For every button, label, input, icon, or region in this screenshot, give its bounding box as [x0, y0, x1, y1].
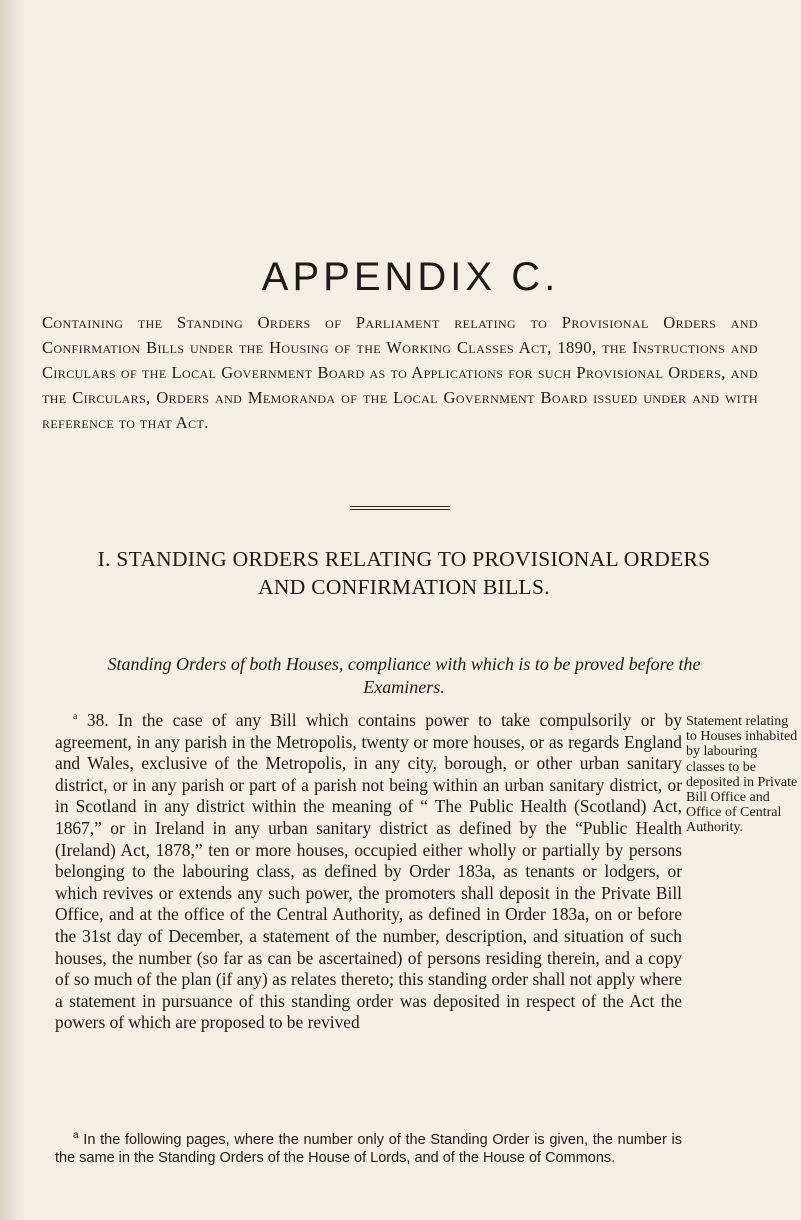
footnote [55, 1132, 682, 1167]
margin-note: Statement relating to Houses inhabited by labouring classes to be deposited in Private Bill Office and Office of Central Authority. [686, 714, 798, 836]
appendix-subtitle: Containing the Standing Orders of Parliament relating to Provisional Orders and Confirmation Bills under the Housing of the Working Classes Act, 1890, the Instructions and Circulars of the Local Government Board as to Applications for such Provisional Orders, and the Circulars, Orders and Memoranda of the Local Government Board issued under and with reference to that Act. [42, 313, 758, 432]
section-subheading: Standing Orders of both Houses, compliance with which is to be proved before the Examiners. [107, 654, 701, 697]
footnote-text: In the following pages, where the number only of the Standing Order is given, the number is the same in the Standing Orders of the House of Lords, and of the House of Commons. [55, 1132, 682, 1166]
page-edge-shadow [0, 0, 26, 1220]
appendix-title: APPENDIX C. [261, 255, 560, 299]
footnote-marker: a [73, 1130, 79, 1142]
standing-order-paragraph [55, 710, 682, 1034]
footnote-marker: a [73, 711, 78, 723]
paragraph-text: 38. In the case of any Bill which contains power to take compulsorily or by agreement, in any parish in the Metropolis, twenty or more houses, or as regards England and Wales, exclusive of the Metropolis, in any city, borough, or other urban sanitary district, or in any parish or part of a parish not being within an urban sanitary district, or in Scotland in any district within the meaning of “ The Public Health (Scotland) Act, 1867,” or in Ireland in any urban sanitary district as defined by the “Public Health (Ireland) Act, 1878,” ten or more houses, occupied either wholly or partially by persons belonging to the labouring class, as defined by Order 183a, as tenants or lodgers, or which revives or extends any such power, the promoters shall deposit in the Private Bill Office, and at the office of the Central Authority, as defined in Order 183a, on or before the 31st day of December, a statement of the number, description, and situation of such houses, the number (so far as can be ascertained) of persons residing therein, and a copy of so much of the plan (if any) as relates thereto; this standing order shall not apply where a statement in pursuance of this standing order was deposited in respect of the Act the powers of which are proposed to be revived [55, 710, 682, 1033]
section-heading: I. STANDING ORDERS RELATING TO PROVISIONAL ORDERS AND CONFIRMATION BILLS. [97, 547, 711, 599]
divider-rule [350, 506, 450, 507]
divider-rule [350, 509, 450, 510]
